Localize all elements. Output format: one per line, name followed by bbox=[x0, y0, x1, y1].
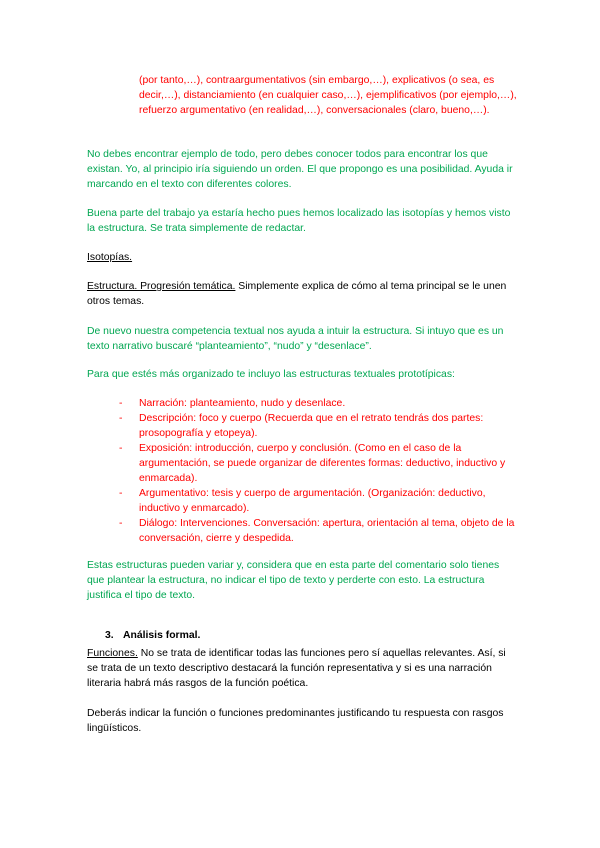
estructura-text: Simplemente explica de cómo al tema principal se le unen otros temas. bbox=[87, 281, 507, 307]
funciones-label: Funciones. bbox=[87, 648, 138, 659]
paragraph-variar: Estas estructuras pueden variar y, considera que en esta parte del comentario solo tienes que plantear la estructura, no indicar el tipo de texto y perderte con esto. La estructura justifica el tipo de texto. bbox=[87, 560, 500, 601]
section-title: Análisis formal. bbox=[123, 630, 201, 642]
section-number: 3. bbox=[105, 630, 114, 642]
paragraph-organizado: Para que estés más organizado te incluyo las estructuras textuales prototípicas: bbox=[87, 369, 455, 380]
paragraph-redactar: Buena parte del trabajo ya estaría hecho pues hemos localizado las isotopías y hemos visto la estructura. Se trata simplemente de redactar. bbox=[87, 208, 511, 234]
paragraph-examples: No debes encontrar ejemplo de todo, pero debes conocer todos para encontrar los que existan. Yo, al principio iría siguiendo un orden. El que propongo es una posibilidad. Ayuda ir marcando en el texto con diferentes colores. bbox=[87, 149, 513, 190]
structures-list bbox=[117, 396, 517, 546]
list-item: - Descripción: foco y cuerpo (Recuerda que en el retrato tendrás dos partes: prosopografía y etopeya). bbox=[117, 411, 517, 441]
section-heading bbox=[105, 628, 200, 643]
list-item: - Argumentativo: tesis y cuerpo de argumentación. (Organización: deductivo, inductivo y enmarcado). bbox=[117, 486, 517, 516]
funciones-text: No se trata de identificar todas las funciones pero sí aquellas relevantes. Así, si se trata de un texto descriptivo destacará la función representativa y si es una narración literaria habrá más rasgos de la función poética. bbox=[87, 648, 506, 689]
isotopias-heading: Isotopías. bbox=[87, 252, 133, 263]
estructura-label: Estructura. Progresión temática. bbox=[87, 281, 236, 292]
list-item: - Exposición: introducción, cuerpo y conclusión. (Como en el caso de la argumentación, se puede organizar de diferentes formas: deductivo, inductivo y enmarcada). bbox=[117, 441, 517, 486]
funciones-paragraph bbox=[87, 646, 515, 691]
list-item: - Diálogo: Intervenciones. Conversación: apertura, orientación al tema, objeto de la conversación, cierre y despedida. bbox=[117, 516, 517, 546]
paragraph-competencia: De nuevo nuestra competencia textual nos ayuda a intuir la estructura. Si intuyo que es un texto narrativo buscaré “planteamiento”, “nudo” y “desenlace”. bbox=[87, 326, 504, 352]
list-item: - Narración: planteamiento, nudo y desenlace. bbox=[117, 396, 517, 411]
connectors-list-text: (por tanto,…), contraargumentativos (sin embargo,…), explicativos (o sea, es decir,…), distanciamiento (en cualquier caso,…), ejemplificativos (por ejemplo,…), refuerzo argumentativo (en realidad,…), conversacionales (claro, bueno,…). bbox=[139, 75, 517, 116]
estructura-paragraph bbox=[87, 279, 515, 309]
paragraph-final: Deberás indicar la función o funciones predominantes justificando tu respuesta con rasgos lingüísticos. bbox=[87, 708, 504, 734]
